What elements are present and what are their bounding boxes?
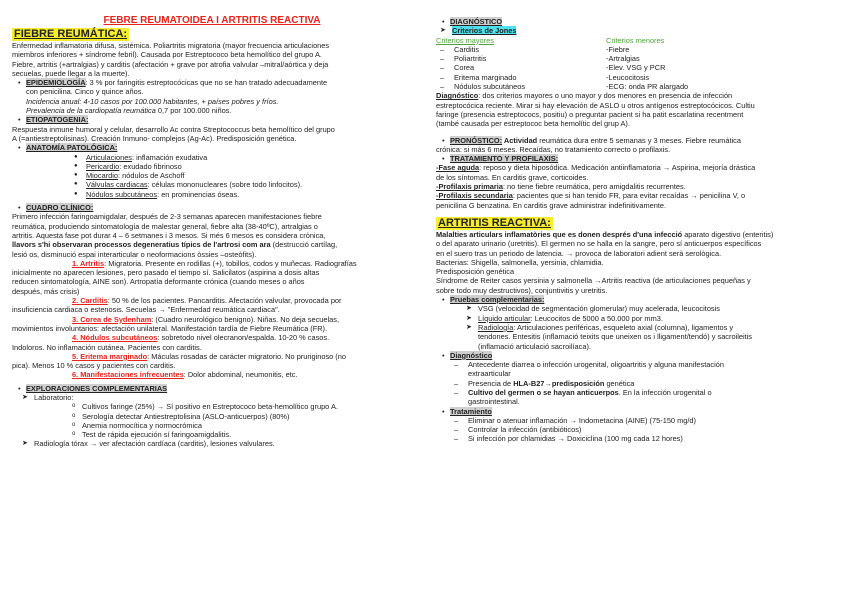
manifestation-1: 1. Artritis: Migratoria. Presente en rodillas (+), tobillos, codos y muñecas. Radiografías	[72, 258, 357, 268]
clin-line: llavors s'hi observaran processos degeneratius típics de l'artrosi com ara (destrucció cartílag,	[12, 240, 338, 250]
manifestation-line: movimientos involuntarios: afectación unilateral. Manifestación tardía de Fiebre Reumática (FR).	[12, 323, 328, 333]
ar-line: en el suero tras un periodo de latencia. → provoca de laboratori adient serà serològica.	[436, 248, 722, 258]
manifestation-line: reducen sintomatología, AINE son). Artropatía deformante crónica (cuando meses o años	[12, 277, 305, 287]
anatomia-heading: • ANATOMÍA PATOLÓGICA:	[12, 143, 412, 152]
manifestation-2: 2. Carditis: 50 % de los pacientes. Pancarditis. Afectación valvular, provocada por	[72, 296, 342, 306]
criterios-menores-label: Criterios menores	[606, 35, 665, 45]
criterios-mayores-label: Criterios mayores	[436, 35, 494, 45]
manifestation-line: inicialmente no aparecen lesiones, pero pasado el tiempo sí. Salicilatos (aspirina a dosis altas	[12, 268, 320, 278]
profilaxis-secundaria: -Profilaxis secundaria: pacientes que si han tenido FR, para evitar recaídas → penicilina V, o	[436, 191, 746, 201]
list-item: – Antecedente diarrea o infección urogenital, oligoartritis y alguna manifestación	[450, 360, 844, 369]
criteria-row: – Corea -Elev. VSG y PCR	[436, 63, 844, 72]
list-item: o Serología detectar Antiestreptolisina (ASLO-anticuerpos) (80%)	[72, 412, 412, 421]
dg-line: extraarticular	[468, 369, 511, 379]
manifestation-3: 3. Corea de Sydenham: (Cuadro neurológico benigno). Niñas. No deja secuelas,	[72, 314, 340, 324]
ar-line: sobre todo muy destructivos), conjuntivitis y uretritis.	[436, 285, 608, 295]
etio-line: A (=antiestreptolisinas). Creación Inmuno- complejos (Ag-Ac). Predisposición genética.	[12, 133, 297, 143]
manifestation-4: 4. Nódulos subcutáneos: sobretodo nivel olecranon/espalda. 10-20 % casos.	[72, 333, 330, 343]
manifestation-5: 5. Eritema marginado: Máculas rosadas de carácter migratorio. No pruriginoso (no	[72, 351, 346, 361]
exploraciones-heading: • EXPLORACIONES COMPLEMENTARIAS	[12, 384, 412, 393]
ar-line: o del aparato urinario (uretritis). El germen no se halla en la sangre, pero sí anticuerpos específicos	[436, 239, 762, 249]
diagnostico-ar-heading: • Diagnóstico	[436, 351, 844, 360]
ar-line: Síndrome de Reiter casos yersinia y salmonella →Artritis reactiva (de articulaciones pequeñas y	[436, 276, 751, 286]
prof-line: penicilina G benzatina. En carditis grave administrar indefinitivamente.	[436, 200, 667, 210]
dg-line: gastrointestinal.	[468, 397, 520, 407]
list-item: ➤ VSG (velocidad de segmentación glomerular) muy acelerada, leucocitosis	[466, 304, 844, 313]
pronostico: • PRONÓSTICO: Actividad reumática dura entre 5 semanas y 3 meses. Fiebre reumática	[436, 136, 844, 145]
pruebas-line: tendones. Entesitis (inflamació teixits que uneixen os i lligament/tendó) y sacroileitis	[478, 332, 753, 342]
clin-line: artritis. Aquesta fase pot durar 4 – 6 setmanes i 3 mesos. Si més 6 mesos es considera crònica,	[12, 230, 326, 240]
diagnostico-text: Diagnóstico: dos criterios mayores o uno mayor y dos menores en presencia de infección	[436, 91, 733, 101]
epidemiologia: • EPIDEMIOLOGÍA: 3 % por faringitis estreptocócicas que no se han tratado adecuadamente	[12, 78, 412, 87]
epi-line: Prevalencia de la cardiopatía reumática 0,7 por 100.000 niños.	[26, 106, 232, 116]
tratamiento-ar-heading: • Tratamiento	[436, 407, 844, 416]
profilaxis-primaria: -Profilaxis primaria: no tiene fiebre reumática, pero amigdalitis recurrentes.	[436, 182, 686, 192]
anatomia-list	[12, 153, 412, 199]
etiopatogenia-heading: • ETIOPATOGENIA:	[12, 115, 412, 124]
right-column	[436, 0, 844, 599]
pron-line: crónica: si más 6 meses. Recaídas, no tratamiento correcto o profilaxis.	[436, 144, 671, 154]
ar-line: Predisposición genética	[436, 267, 515, 277]
laboratorio: ➤ Laboratorio:	[22, 393, 412, 402]
diag-line: estreptocócica reciente. Mirar si hay elevación de ASLO u otros antígenos estreptocócicos. Cultiu	[436, 100, 755, 110]
diagnostico-heading: • DIAGNÓSTICO	[436, 17, 844, 26]
criteria-row: – Eritema marginado -Leucocitosis	[436, 73, 844, 82]
fase-aguda: -Fase aguda: reposo y dieta hiposódica. Medicación antiinflamatoria → Aspirina, mejoría drástica	[436, 163, 756, 173]
pruebas-list	[436, 304, 844, 350]
list-item: – Cultivo del germen o se hayan anticuerpos. En la infección urogenital o	[450, 388, 844, 397]
fiebre-reumatica-heading: FIEBRE REUMÁTICA:	[14, 28, 128, 40]
manifestation-line: Indoloros. No inflamación cutánea. Pacientes con carditis.	[12, 342, 202, 352]
manifestation-line: pica). Menos 10 % casos y pacientes con carditis.	[12, 361, 176, 371]
criteria-row: – Poliartritis -Artralgias	[436, 54, 844, 63]
epi-line: con penicilina. Cinco y quince años.	[26, 87, 144, 97]
tratamiento-list	[436, 416, 844, 444]
criteria-header	[436, 36, 844, 45]
clin-line: reumática, produciendo sintomatología de malestar general, fiebre alta (38-40ºC), artralgias o	[12, 221, 318, 231]
manifestation-line: después, más crisis)	[12, 286, 80, 296]
list-item: ● Nódulos subcutáneos: en prominencias óseas.	[72, 190, 412, 199]
intro-line: secuelas, puede llegar a la muerte).	[12, 68, 130, 78]
intro-line: miembros inferiores + síndrome febril). Causada por Estreptococo beta hemolítico del grupo A.	[12, 50, 322, 60]
list-item: – Controlar la infección (antibióticos)	[450, 425, 844, 434]
artritis-reactiva-heading: ARTRITIS REACTIVA:	[438, 216, 551, 229]
list-item: o Anemia normocítica y normocrómica	[72, 421, 412, 430]
cuadro-clinico-heading: • CUADRO CLÍNICO:	[12, 203, 412, 212]
manifestation-6: 6. Manifestaciones infrecuentes: Dolor abdominal, neumonitis, etc.	[72, 370, 298, 380]
list-item: o Cultivos faringe (25%) → Sí positivo en Estreptococo beta-hemolítico grupo A.	[72, 402, 412, 411]
list-item: – Si infección por chlamidias → Doxiciclina (100 mg cada 12 hores)	[450, 434, 844, 443]
ar-line: Bacterias: Shigella, salmonella, yersinia, chlamidia.	[436, 257, 604, 267]
list-item: ● Miocardio: nódulos de Aschoff	[72, 171, 412, 180]
diag-line: (també causada per estreptococ beta hemolític del grup A).	[436, 119, 630, 129]
list-item: – Presencia de HLA-B27→predisposición genética	[450, 379, 844, 388]
criteria-row: – Nódulos subcutáneos -ECG: onda PR alargado	[436, 82, 844, 91]
list-item: ● Pericardio: exudado fibrinoso	[72, 162, 412, 171]
etio-line: Respuesta inmune humoral y celular, desarrollo Ac contra Streptococcus beta hemolítico del grupo	[12, 124, 335, 134]
epi-line: Incidencia anual: 4-10 casos por 100.000 habitantes, + países pobres y fríos.	[26, 96, 279, 106]
fase-line: de los síntomas. En carditis grave, corticoides.	[436, 172, 589, 182]
pruebas-line: (inflamació articulació sacroilíaca).	[478, 341, 591, 351]
diagnostico-list	[436, 360, 844, 406]
list-item: ● Válvulas cardiacas: células mononucleares (sobre todo linfocitos).	[72, 180, 412, 189]
list-item: – Eliminar o atenuar inflamación → Indometacina (AINE) (75-150 mg/d)	[450, 416, 844, 425]
document-title: FEBRE REUMATOIDEA I ARTRITIS REACTIVA	[103, 15, 321, 26]
list-item: ● Articulaciones: inflamación exudativa	[72, 153, 412, 162]
diag-line: faringe (presencia estreptococs, positiu) o preguntar pacient si ha patit escarlatina recentment	[436, 109, 744, 119]
jones-heading: ➤ Criterios de Jones	[440, 26, 844, 35]
pruebas-heading: • Pruebas complementarias:	[436, 295, 844, 304]
clin-line: Primero infección faringoamigdalar, después de 2-3 semanas aparecen manifestaciones fiebre	[12, 212, 322, 222]
intro-line: Enfermedad inflamatoria difusa, sistémica. Poliartritis migratoria (mayor frecuencia articulaciones	[12, 41, 330, 50]
left-column	[12, 0, 412, 599]
list-item: o Test de rápida ejecución sí faringoamigdalitis.	[72, 430, 412, 439]
tratamiento-heading: • TRATAMIENTO Y PROFILAXIS:	[436, 154, 844, 163]
intro-line: Fiebre, artritis (+artralgias) y carditis (afectación + grave por atrofia valvular –mitral/aórtica y deja	[12, 59, 329, 69]
lab-list	[12, 402, 412, 439]
clin-line: lesió os, disminució espai interarticular o neoformacions òssies –osteòfits).	[12, 249, 257, 259]
criteria-row: – Carditis -Fiebre	[436, 45, 844, 54]
radiologia: ➤ Radiología tórax → ver afectación cardíaca (carditis), lesiones valvulares.	[22, 439, 412, 448]
ar-line: Malalties articulars inflamatòries que es donen després d'una infecció aparato digestivo (enteritis)	[436, 229, 774, 239]
list-item: ➤ Radiología: Articulaciones periféricas, esqueleto axial (columna), ligamentos y	[466, 323, 844, 332]
manifestation-line: insuficiencia cardiaca o estenosis. Secuelas → "Enfermedad reumática cardiaca".	[12, 305, 280, 315]
list-item: ➤ Líquido articular: Leucocitos de 5000 a 50.000 por mm3.	[466, 314, 844, 323]
